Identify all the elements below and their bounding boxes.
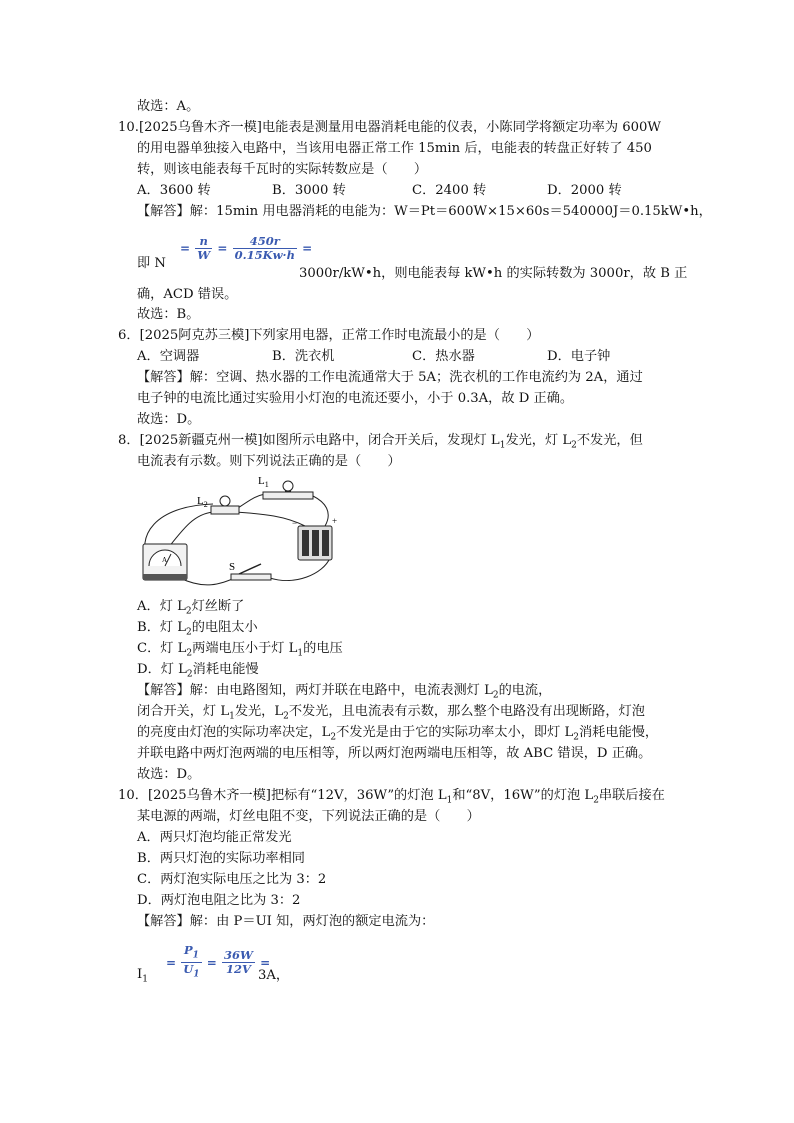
question-8-stem-cont: 电流表有示数。则下列说法正确的是（ ） [137,454,401,469]
option-a: A．灯 $L_2$灯丝断了 [137,599,245,617]
solution-line: 的亮度由灯泡的实际功率决定，$L_2$不发光是由于它的实际功率太小，即灯 $L_2$消耗电能慢， [137,725,659,743]
option-c: C．两灯泡实际电压之比为 3：2 [137,872,327,887]
wire [180,578,235,585]
question-10a-stem-cont: 转，则该电能表每千瓦时的实际转数应是（ ） [137,162,428,177]
question-10b-stem-cont: 某电源的两端，灯丝电阻不变，下列说法正确的是（ ） [137,809,480,824]
question-10a-stem: 10.[2025乌鲁木齐一模]电能表是测量用电器消耗电能的仪表，小陈同学将额定功率为 600W [118,120,661,135]
option-b: B．洗衣机 [272,349,335,364]
lamp-l1-icon [263,481,313,499]
label-s: S [229,561,236,573]
label-minus: − [292,518,298,528]
option-b: B．灯 $L_2$的电阻太小 [137,620,258,638]
solution-line: 3A， [258,968,290,983]
label-a: A [162,556,168,564]
circuit-diagram [135,466,350,594]
solution-line: 并联电路中两灯泡两端的电压相等，所以两灯泡两端电压相等，故 ABC 错误，D 正确。 [137,746,652,761]
solution-line: 电子钟的电流比通过实验用小灯泡的电流还要小，小于 0.3A，故 D 正确。 [137,391,574,406]
solution-line: 3000r/kW•h，则电能表每 kW•h 的实际转数为 3000r，故 B 正 [299,266,688,281]
label-plus: + [332,516,338,526]
solution-line: 【解答】解：由 P＝UI 知，两灯泡的额定电流为： [137,914,435,929]
option-d: D．电子钟 [547,349,611,364]
option-d: D．2000 转 [547,183,622,198]
option-a: A．3600 转 [137,183,211,198]
option-d: D．灯 $L_2$消耗电能慢 [137,662,259,680]
answer-line: 故选：A。 [137,99,200,114]
fraction-n-over-w: $\frac{n}{W}$ [197,234,211,262]
wire [313,496,328,526]
question-10b-stem: 10．[2025乌鲁木齐一模]把标有“12V，36W”的灯泡 $L_1$和“8V，16W”的灯泡 $L_2$串联后接在 [118,788,665,806]
question-10a-stem-cont: 的用电器单独接入电路中，当该用电器正常工作 15min 后，电能表的转盘正好转了 450 [137,141,652,156]
answer-line: 故选：B。 [137,307,200,322]
battery-icon [298,526,332,560]
lamp-l2-icon [211,496,239,514]
switch-icon [231,564,271,580]
solution-line: $I_1$ [137,967,148,985]
option-c: C．2400 转 [412,183,487,198]
solution-line: 确，ACD 错误。 [137,287,238,302]
option-b: B．两只灯泡的实际功率相同 [137,851,305,866]
fraction-p1-over-u1: $\frac{P_1}{U_1}$ [183,943,200,980]
formula-n: = $\frac{n}{W}$ = $\frac{450r}{0.15Kw\cdot h}$ = [180,234,313,262]
option-a: A．空调器 [137,349,200,364]
question-8-stem: 8．[2025新疆克州一模]如图所示电路中，闭合开关后，发现灯 $L_1$发光，灯 $L_2$不发光，但 [118,433,643,451]
wire [270,558,330,581]
option-a: A．两只灯泡均能正常发光 [137,830,292,845]
formula-i1: = $\frac{P_1}{U_1}$ = $\frac{36W}{12V}$ = [166,943,271,980]
question-6-stem: 6．[2025阿克苏三模]下列家用电器，正常工作时电流最小的是（ ） [118,328,540,343]
option-c: C．灯 $L_2$两端电压小于灯 $L_1$的电压 [137,641,343,659]
label-l2: $L_2$ [197,495,208,509]
solution-line: 【解答】解：15min 用电器消耗的电能为：W＝Pt＝600W×15×60s＝540000J＝0.15kW•h， [137,204,712,219]
option-c: C．热水器 [412,349,475,364]
answer-line: 故选：D。 [137,767,201,782]
answer-line: 故选：D。 [137,412,201,427]
solution-line: 【解答】解：空调、热水器的工作电流通常大于 5A；洗衣机的工作电流约为 2A，通过 [137,370,643,385]
option-b: B．3000 转 [272,183,346,198]
solution-line: 闭合开关，灯 $L_1$发光，$L_2$不发光，且电流表有示数，那么整个电路没有出现断路，灯泡 [137,704,645,722]
solution-line: 【解答】解：由电路图知，两灯并联在电路中，电流表测灯 $L_2$的电流， [137,683,552,701]
fraction-450r: $\frac{450r}{0.15Kw\cdot h}$ [234,234,295,262]
label-l1: $L_1$ [258,475,269,489]
solution-line: 即 N [137,256,166,271]
fraction-36w-over-12v: $\frac{36W}{12V}$ [224,948,253,977]
option-d: D．两灯泡电阻之比为 3：2 [137,893,301,908]
